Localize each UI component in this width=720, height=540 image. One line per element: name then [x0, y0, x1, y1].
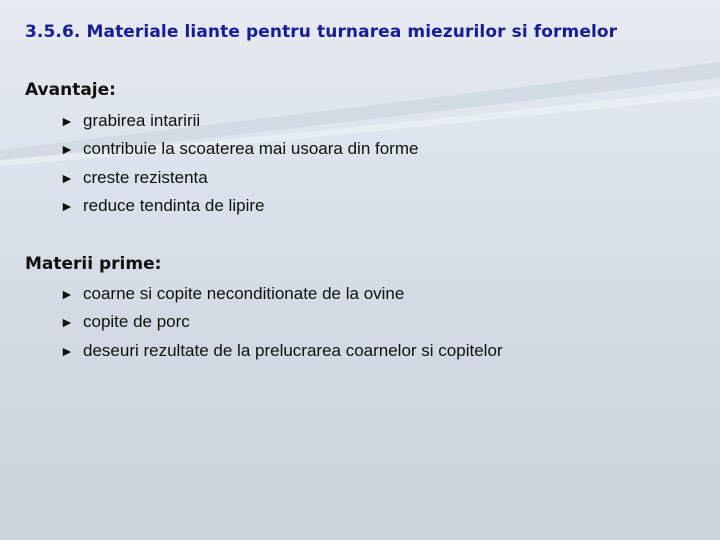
triangle-bullet-icon: ►: [60, 314, 74, 331]
list-item: [60, 308, 503, 336]
triangle-bullet-icon: ►: [60, 342, 74, 359]
list-item: [60, 107, 418, 135]
triangle-bullet-icon: ►: [60, 197, 74, 214]
list-item: [60, 164, 418, 192]
bullet-list-avantaje: [60, 107, 418, 220]
list-item: [60, 135, 418, 163]
list-item: [60, 192, 418, 220]
list-item-text: deseuri rezultate de la prelucrarea coarnelor si copitelor: [83, 340, 503, 360]
list-item-text: copite de porc: [83, 312, 190, 332]
list-item: [60, 280, 503, 308]
triangle-bullet-icon: ►: [60, 113, 74, 129]
section-heading-materii-prime: Materii prime:: [25, 254, 162, 274]
triangle-bullet-icon: ►: [60, 286, 74, 302]
list-item-text: coarne si copite neconditionate de la ovine: [83, 284, 405, 303]
list-item-text: grabirea intaririi: [83, 111, 201, 130]
slide-title: 3.5.6. Materiale liante pentru turnarea miezurilor si formelor: [25, 22, 618, 42]
list-item: [60, 337, 503, 365]
list-item-text: creste rezistenta: [83, 167, 208, 187]
list-item-text: reduce tendinta de lipire: [83, 195, 265, 215]
triangle-bullet-icon: ►: [60, 169, 74, 186]
bullet-list-materii-prime: [60, 280, 503, 365]
section-heading-avantaje: Avantaje:: [25, 80, 116, 100]
triangle-bullet-icon: ►: [60, 141, 74, 158]
list-item-text: contribuie la scoaterea mai usoara din forme: [83, 139, 419, 159]
